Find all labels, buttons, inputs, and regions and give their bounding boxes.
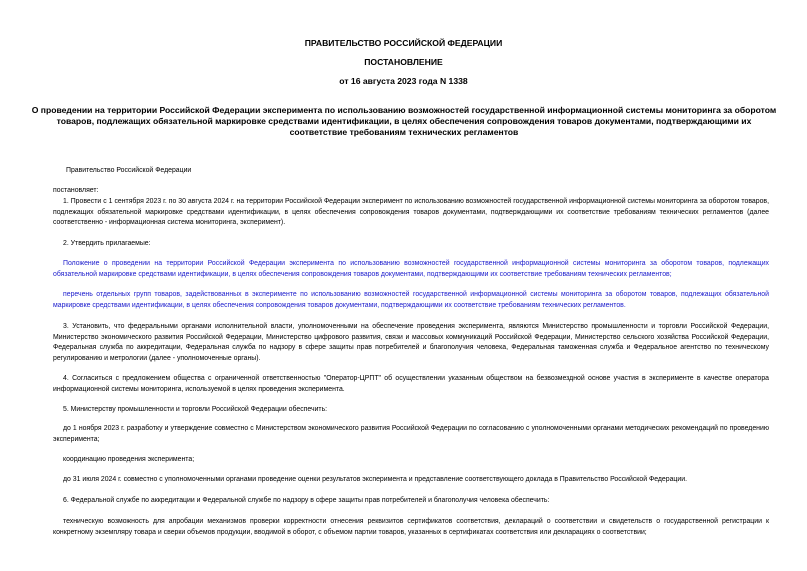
paragraph-6-a: техническую возможность для апробации механизмов проверки корректности отнесения реквизитов сертификатов соответствия, деклараций о соответствии и свидетельств о государственной регистрации к конкретному экземпляру товара и сверки объемов продукции, вводимой в оборот, с объемом партии товаров, указанных в сертификатах соответствия или декларациях о соответствии; [53,518,769,536]
paragraph-government: Правительство Российской Федерации [66,167,192,174]
link-goods-list[interactable]: перечень отдельных групп товаров, задействованных в эксперименте по использованию возможностей государственной информационной системы мониторинга за оборотом товаров, подлежащих обязательной маркировке средствами идентификации, в целях обеспечения сопровождения товаров документами, подтверждающими их соответствие требованиям технических регламентов. [53,291,769,309]
paragraph-6: 6. Федеральной службе по аккредитации и Федеральной службе по надзору в сфере защиты прав потребителей и благополучия человека обеспечить: [63,497,550,504]
date-number-heading: от 16 августа 2023 года N 1338 [339,76,468,86]
paragraph-2: 2. Утвердить прилагаемые: [63,240,151,247]
link-regulation[interactable]: Положение о проведении на территории Российской Федерации эксперимента по использованию возможностей государственной информационной системы мониторинга за оборотом товаров, подлежащих обязательной маркировке средствами идентификации, в целях обеспечения сопровождения товаров документами, подтверждающими их соответствие требованиям технических регламентов; [53,260,769,278]
paragraph-5-c: до 31 июля 2024 г. совместно с уполномоченными органами проведение оценки результатов эксперимента и представление соответствующего доклада в Правительство Российской Федерации. [63,476,687,483]
document-title: О проведении на территории Российской Федерации эксперимента по использованию возможностей государственной информационной системы мониторинга за оборотом товаров, подлежащих обязательной маркировке средствами идентификации, в целях обеспечения сопровождения товаров документами, подтверждающими их соответствие требованиям технических регламентов [31,105,777,137]
paragraph-resolves: постановляет: [53,187,99,194]
government-heading: ПРАВИТЕЛЬСТВО РОССИЙСКОЙ ФЕДЕРАЦИИ [304,38,503,48]
paragraph-5-b: координацию проведения эксперимента; [63,456,195,463]
paragraph-5-a: до 1 ноября 2023 г. разработку и утверждение совместно с Министерством экономического развития Российской Федерации по согласованию с уполномоченными органами методических рекомендаций по проведению эксперимента; [53,425,769,443]
paragraph-5: 5. Министерству промышленности и торговли Российской Федерации обеспечить: [63,406,328,413]
doc-type-heading: ПОСТАНОВЛЕНИЕ [364,57,443,67]
paragraph-1: 1. Провести с 1 сентября 2023 г. по 30 августа 2024 г. на территории Российской Федерации эксперимент по использованию возможностей государственной информационной системы мониторинга за оборотом товаров, подлежащих обязательной маркировке средствами идентификации, в целях обеспечения сопровождения товаров документами, подтверждающими их соответствие требованиям технических регламентов (далее соответственно - информационная система мониторинга, эксперимент). [53,198,769,227]
paragraph-4: 4. Согласиться с предложением общества с ограниченной ответственностью "Оператор-ЦРПТ" об осуществлении указанным обществом на безвозмездной основе участия в эксперименте в качестве оператора информационной системы мониторинга, используемой в целях проведения эксперимента. [53,375,769,393]
paragraph-3: 3. Установить, что федеральными органами исполнительной власти, уполномоченными на обеспечение проведения эксперимента, являются Министерство промышленности и торговли Российской Федерации, Министерство экономического развития Российской Федерации, Министерство цифрового развития, связи и массовых коммуникаций Российской Федерации, Министерство сельского хозяйства Российской Федерации, Федеральная служба по аккредитации, Федеральная служба по надзору в сфере защиты прав потребителей и благополучия человека, Федеральная таможенная служба и Федеральное агентство по техническому регулированию и метрологии (далее - уполномоченные органы). [53,323,769,363]
